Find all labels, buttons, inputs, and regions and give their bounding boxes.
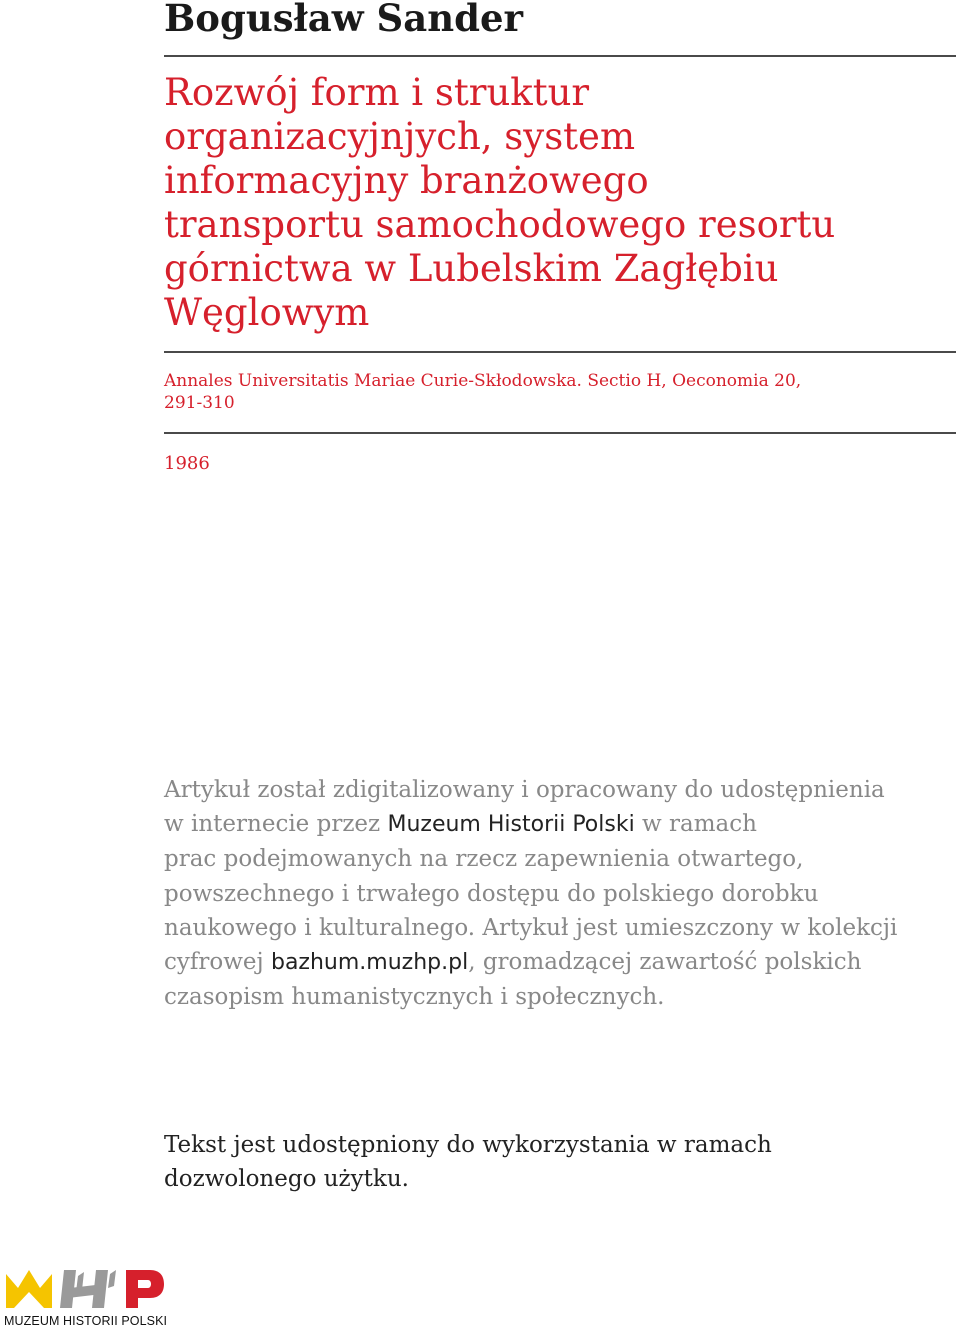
museum-logo [4, 1266, 166, 1330]
notice-line: powszechnego i trwałego dostępu do polskiego dorobku [164, 880, 819, 907]
notice-text: cyfrowej [164, 949, 271, 976]
logo-gray-shape [60, 1270, 116, 1308]
publication-year: 1986 [164, 453, 210, 474]
logo-red-shape [126, 1270, 164, 1308]
notice-text: , gromadzącej zawartość polskich [468, 949, 862, 976]
title-line: górnictwa w Lubelskim Zagłębiu [164, 247, 779, 290]
notice-line: czasopism humanistycznych i społecznych. [164, 984, 665, 1011]
logo-caption: MUZEUM HISTORII POLSKI [4, 1314, 168, 1328]
divider-top [164, 55, 956, 57]
notice-text: w internecie przez [164, 811, 388, 838]
title-line: Rozwój form i struktur [164, 71, 590, 114]
journal-source [164, 370, 801, 414]
notice-line: prac podejmowanych na rzecz zapewnienia otwartego, [164, 846, 804, 873]
license-line: dozwolonego użytku. [164, 1166, 409, 1192]
license-notice [164, 1128, 944, 1196]
license-line: Tekst jest udostępniony do wykorzystania w ramach [164, 1132, 772, 1158]
title-line: transportu samochodowego resortu [164, 203, 836, 246]
notice-line [164, 945, 944, 980]
divider-bottom [164, 432, 956, 434]
museum-logo-mark [4, 1266, 166, 1314]
notice-line: naukowego i kulturalnego. Artykuł jest umieszczony w kolekcji [164, 914, 898, 941]
divider-middle [164, 351, 956, 353]
source-line: 291-310 [164, 393, 235, 413]
title-line: informacyjny branżowego [164, 159, 649, 202]
title-line: organizacyjnjych, system [164, 115, 636, 158]
digitization-notice [164, 773, 944, 1014]
title-line: Węglowym [164, 291, 370, 334]
notice-line [164, 807, 944, 842]
author-name: Bogusław Sander [164, 0, 523, 40]
notice-text: w ramach [634, 811, 757, 838]
article-title [164, 71, 944, 335]
museum-link[interactable]: Muzeum Historii Polski [387, 812, 635, 838]
notice-line: Artykuł został zdigitalizowany i opracowany do udostępnienia [164, 777, 885, 803]
source-line: Annales Universitatis Mariae Curie-Skłodowska. Sectio H, Oeconomia 20, [164, 371, 802, 391]
bazhum-link[interactable]: bazhum.muzhp.pl [270, 950, 469, 976]
